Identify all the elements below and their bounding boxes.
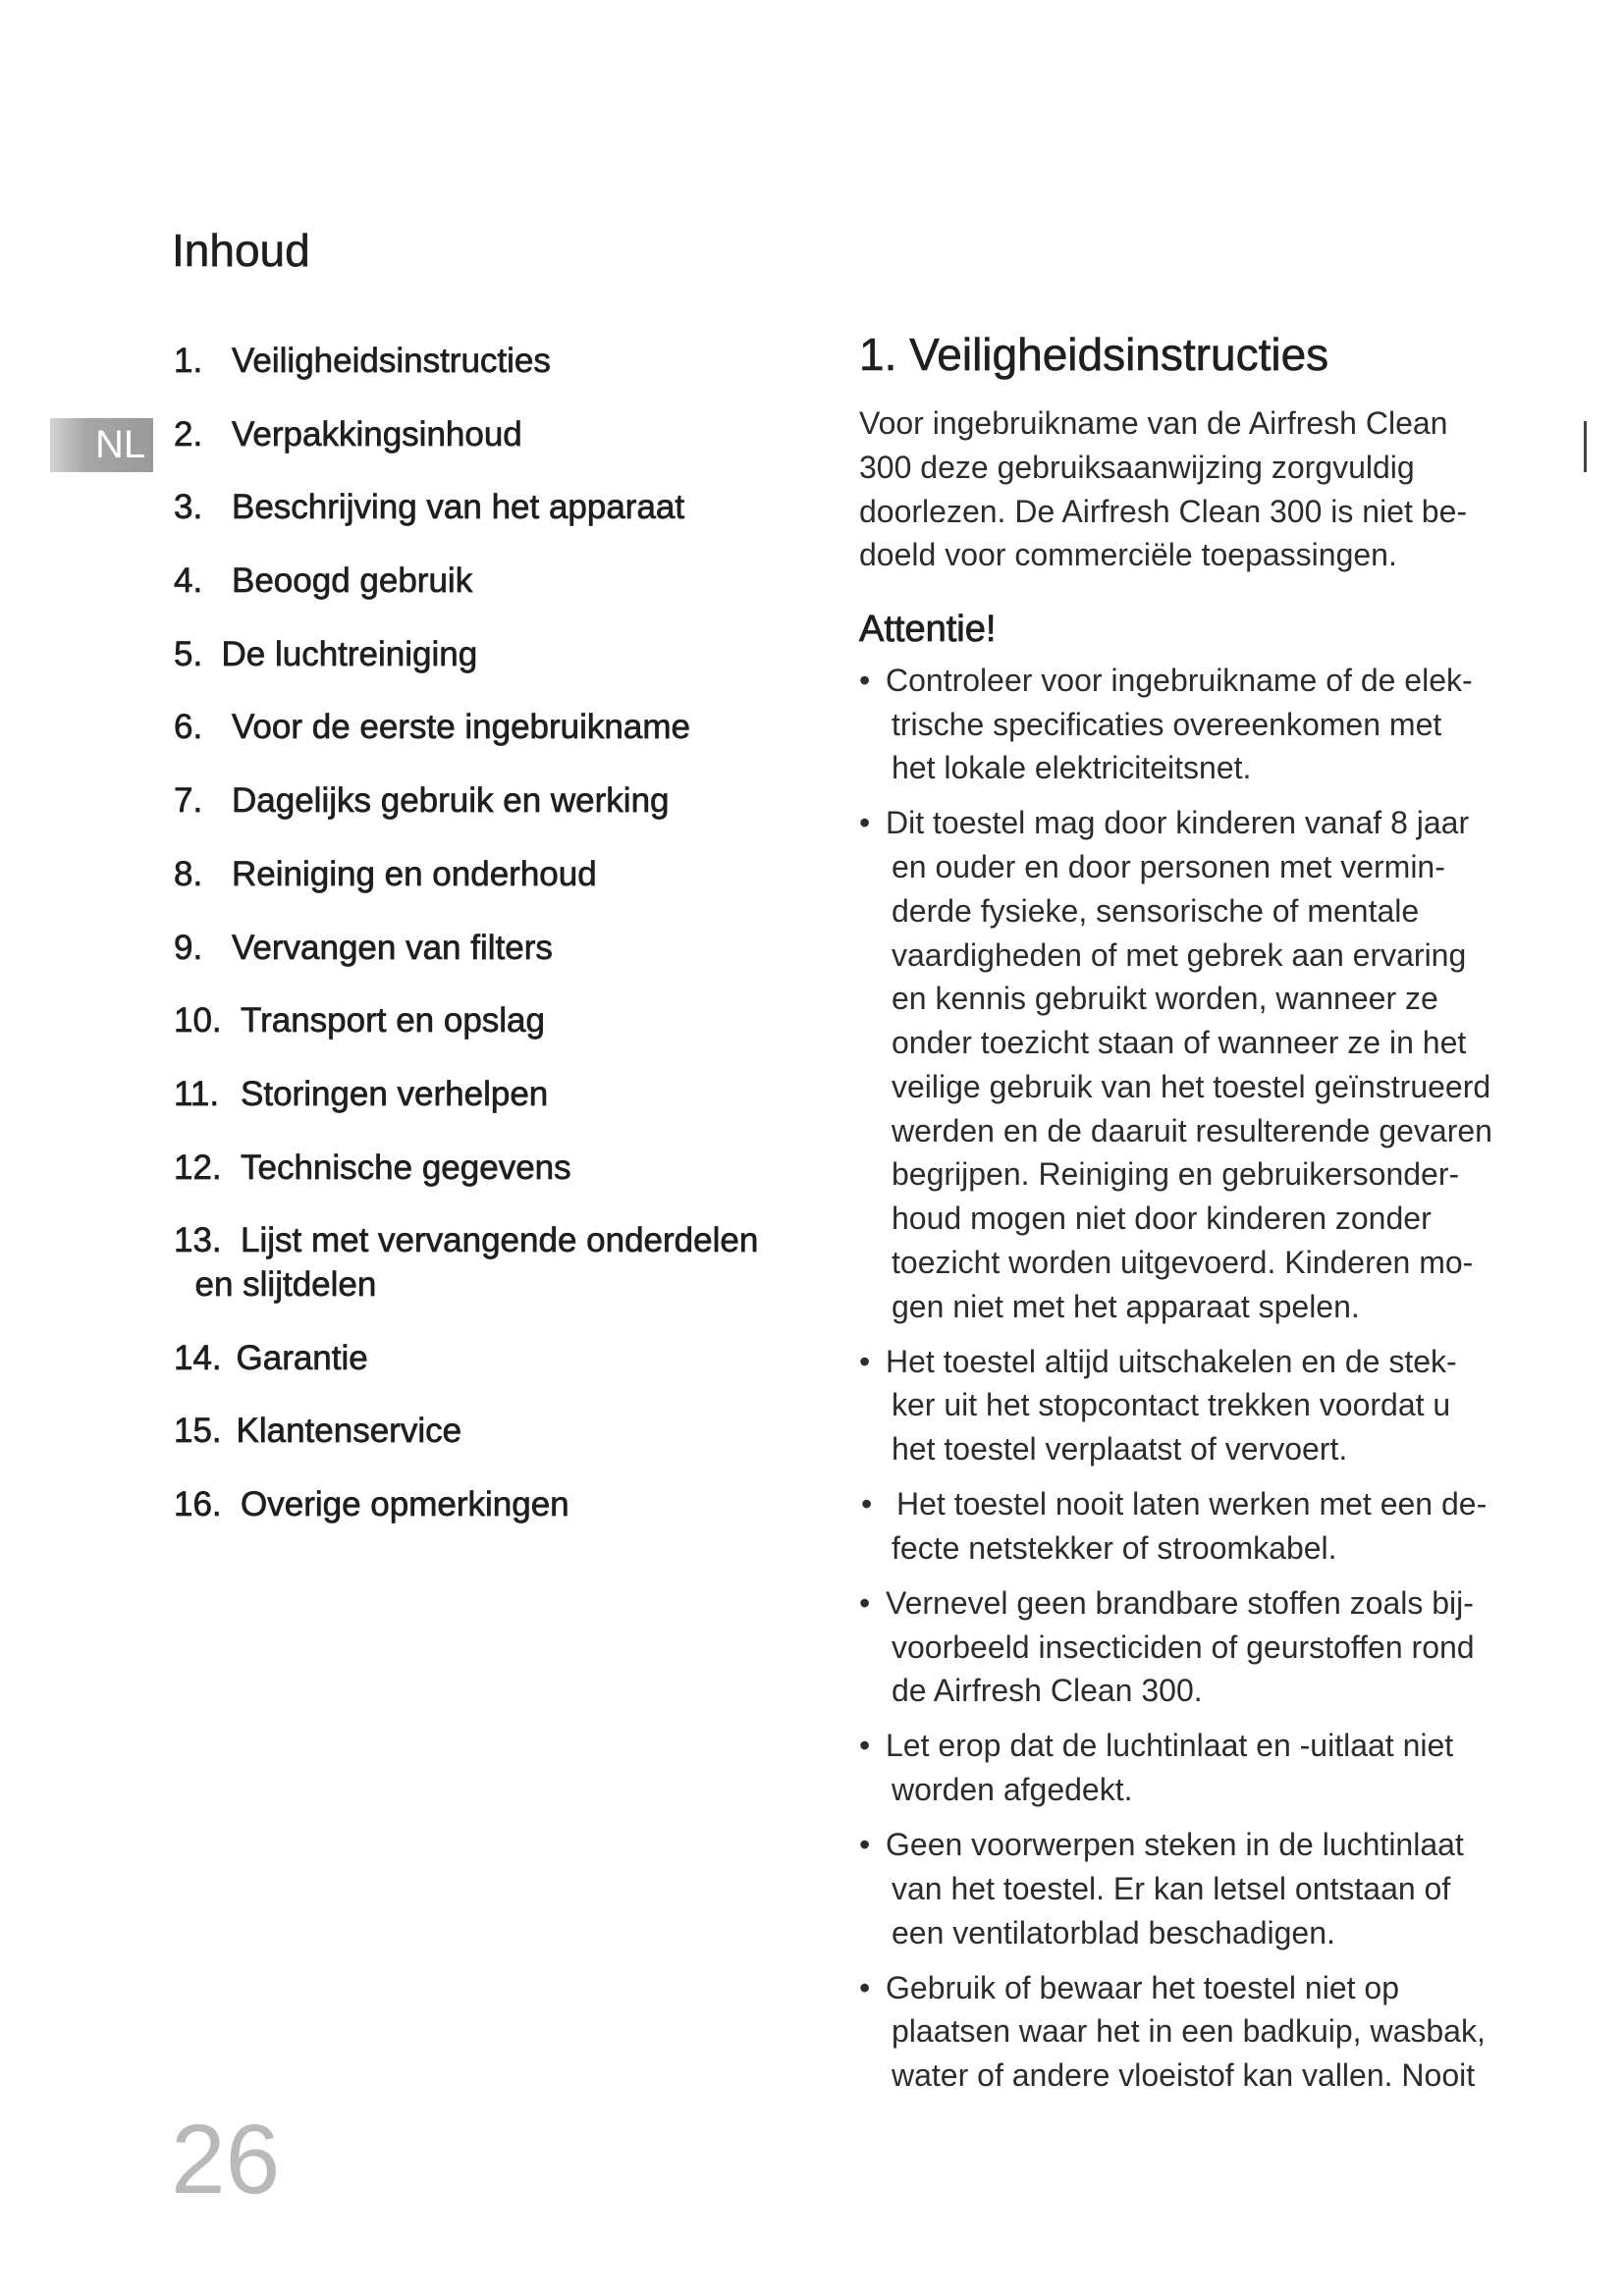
toc-item-number: 5.	[174, 634, 203, 673]
toc-item	[174, 853, 758, 897]
list-item	[859, 1724, 1546, 1812]
text-line: doorlezen. De Airfresh Clean 300 is niet be-	[859, 493, 1468, 529]
toc-item-label: Vervangen van filters	[232, 928, 553, 967]
bullet-icon: •	[859, 1827, 871, 1863]
toc-item-number: 6.	[174, 708, 203, 747]
text-line: derde fysieke, sensorische of mentale	[892, 892, 1420, 929]
toc-item	[174, 633, 758, 677]
text-line: 300 deze gebruiksaanwijzing zorgvuldig	[859, 449, 1415, 485]
text-line: en ouder en door personen met vermin-	[892, 849, 1445, 885]
text-line: gen niet met het apparaat spelen.	[892, 1288, 1360, 1324]
text-line: het lokale elektriciteitsnet.	[892, 750, 1252, 786]
toc-item-label: Technische gegevens	[241, 1148, 571, 1187]
toc-item	[174, 413, 758, 457]
table-of-contents	[174, 340, 758, 1557]
toc-item-label: De luchtreiniging	[221, 634, 478, 673]
toc-item-label: Veiligheidsinstructies	[232, 342, 551, 380]
text-line: Het toestel altijd uitschakelen en de stek-	[886, 1343, 1457, 1379]
page-number: 26	[171, 2105, 281, 2215]
text-line: en kennis gebruikt worden, wanneer ze	[892, 981, 1438, 1017]
toc-item	[174, 560, 758, 604]
toc-item-number: 16.	[174, 1485, 222, 1524]
toc-title: Inhoud	[172, 225, 310, 276]
text-line: doeld voor commerciële toepassingen.	[859, 537, 1397, 573]
list-item	[859, 1340, 1546, 1471]
toc-item-number: 8.	[174, 854, 203, 893]
toc-item	[174, 1073, 758, 1117]
toc-item-number: 14.	[174, 1338, 222, 1377]
toc-item-label: Storingen verhelpen	[241, 1074, 549, 1113]
toc-item	[174, 1410, 758, 1454]
list-item	[859, 1823, 1546, 1954]
toc-item-number: 13.	[174, 1221, 222, 1260]
text-line: Dit toestel mag door kinderen vanaf 8 jaar	[886, 805, 1470, 841]
toc-item-number: 3.	[174, 488, 203, 527]
language-badge-label: NL	[95, 423, 146, 466]
text-line: het toestel verplaatst of vervoert.	[892, 1431, 1348, 1468]
text-line: trische specificaties overeenkomen met	[892, 706, 1442, 742]
toc-item-label: Verpakkingsinhoud	[232, 414, 522, 454]
toc-item-label: Beschrijving van het apparaat	[232, 488, 685, 527]
text-line: toezicht worden uitgevoerd. Kinderen mo-	[892, 1244, 1474, 1280]
bullet-icon: •	[859, 1969, 871, 2005]
toc-item-label: Klantenservice	[236, 1412, 462, 1451]
text-line: de Airfresh Clean 300.	[892, 1673, 1203, 1709]
text-line: werden en de daaruit resulterende gevaren	[892, 1112, 1492, 1148]
toc-item	[174, 779, 758, 824]
safety-section	[859, 329, 1546, 2109]
text-line: fecte netstekker of stroomkabel.	[892, 1529, 1337, 1566]
text-line: Voor ingebruikname van de Airfresh Clean	[859, 405, 1448, 442]
bullet-icon: •	[859, 1584, 871, 1621]
text-line: ker uit het stopcontact trekken voordat u	[892, 1387, 1451, 1423]
toc-item-label: Dagelijks gebruik en werking	[232, 781, 670, 821]
text-line: Gebruik of bewaar het toestel niet op	[886, 1969, 1399, 2005]
toc-item-label: Voor de eerste ingebruikname	[232, 708, 690, 747]
toc-item-number: 10.	[174, 1001, 222, 1041]
text-line: water of andere vloeistof kan vallen. Nooit	[892, 2057, 1476, 2094]
safety-bullet-list	[859, 659, 1546, 2098]
text-line: worden afgedekt.	[892, 1772, 1133, 1808]
toc-item-number: 1.	[174, 342, 203, 380]
text-line: begrijpen. Reiniging en gebruikersonder-	[892, 1156, 1460, 1193]
toc-item-number: 12.	[174, 1148, 222, 1187]
toc-item-label: Reiniging en onderhoud	[232, 854, 597, 893]
text-line: van het toestel. Er kan letsel ontstaan of	[892, 1870, 1451, 1906]
bullet-icon: •	[859, 805, 871, 841]
text-line: voorbeeld insecticiden of geurstoffen rond	[892, 1629, 1475, 1665]
toc-item	[174, 1483, 758, 1527]
text-line: Geen voorwerpen steken in de luchtinlaat	[886, 1827, 1464, 1863]
list-item	[859, 1966, 1546, 2098]
intro-paragraph	[859, 401, 1546, 577]
toc-item	[174, 706, 758, 750]
text-line: onder toezicht staan of wanneer ze in het	[892, 1025, 1467, 1061]
text-line: Let erop dat de luchtinlaat en -uitlaat niet	[886, 1728, 1454, 1764]
text-line: Vernevel geen brandbare stoffen zoals bij-	[886, 1584, 1474, 1621]
toc-item	[174, 1147, 758, 1191]
toc-item	[174, 1337, 758, 1381]
toc-item-label: Garantie	[236, 1338, 368, 1377]
section-heading: 1. Veiligheidsinstructies	[859, 328, 1329, 380]
attention-heading: Attentie!	[859, 608, 997, 650]
toc-item-number: 4.	[174, 561, 203, 601]
list-item	[859, 1581, 1546, 1713]
text-line: plaatsen waar het in een badkuip, wasbak,	[892, 2013, 1486, 2050]
toc-item-number: 9.	[174, 928, 203, 967]
toc-item-number: 11.	[174, 1074, 220, 1113]
toc-item	[174, 340, 758, 384]
text-line: een ventilatorblad beschadigen.	[892, 1914, 1335, 1950]
bullet-icon: •	[859, 1728, 871, 1764]
toc-item-label: Lijst met vervangende onderdelen	[241, 1221, 759, 1260]
list-item	[859, 659, 1546, 790]
language-badge	[50, 418, 153, 472]
toc-item-number: 7.	[174, 781, 203, 821]
text-line: Controleer voor ingebruikname of de elek-	[886, 662, 1473, 698]
toc-item	[174, 927, 758, 971]
margin-marker	[1584, 421, 1587, 472]
toc-item-label-continued: en slijtdelen	[194, 1265, 377, 1304]
bullet-icon: •	[859, 662, 871, 698]
toc-item-label: Overige opmerkingen	[241, 1485, 569, 1524]
toc-item	[174, 486, 758, 530]
toc-item	[174, 999, 758, 1043]
text-line: vaardigheden of met gebrek aan ervaring	[892, 936, 1467, 973]
list-item	[859, 1482, 1546, 1571]
bullet-icon: •	[859, 1343, 871, 1379]
text-line: houd mogen niet door kinderen zonder	[892, 1201, 1432, 1237]
toc-item-number: 15.	[174, 1412, 222, 1451]
list-item	[859, 801, 1546, 1328]
text-line: veilige gebruik van het toestel geïnstrueerd	[892, 1068, 1491, 1104]
toc-item-number: 2.	[174, 414, 203, 454]
toc-item-label: Beoogd gebruik	[232, 561, 473, 601]
bullet-icon: •	[861, 1486, 873, 1522]
toc-item	[174, 1219, 758, 1308]
toc-item-label: Transport en opslag	[241, 1001, 545, 1041]
text-line: Het toestel nooit laten werken met een de-	[896, 1486, 1488, 1522]
